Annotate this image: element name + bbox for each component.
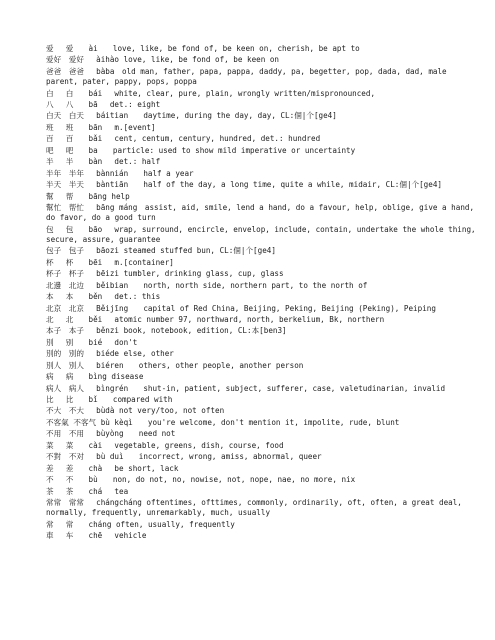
vocabulary-entry: 杯子 杯子 bēizi tumbler, drinking glass, cup, glass xyxy=(46,269,284,279)
vocabulary-entry: 別 别 bié don't xyxy=(46,337,138,347)
vocabulary-entry: 本子 本子 běnzi book, notebook, edition, CL:本[ben3] xyxy=(46,326,287,336)
vocabulary-entry: 包 包 bāo wrap, surround, encircle, envelop, include, contain, undertake the whole thing, secure, assure, guarantee xyxy=(46,224,481,244)
vocabulary-entry: 茶 茶 chá tea xyxy=(46,486,129,496)
vocabulary-entry: 病 病 bìng disease xyxy=(46,372,144,382)
vocabulary-entry: 比 比 bǐ compared with xyxy=(46,395,173,404)
vocabulary-entry: 百 百 bǎi cent, centum, century, hundred, det.: hundred xyxy=(46,134,321,144)
vocabulary-entry: 白天 白天 báitian daytime, during the day, day, CL:個|个[ge4] xyxy=(46,111,337,121)
vocabulary-entry: 幫 帮 bāng help xyxy=(46,191,130,201)
vocabulary-entry: 別人 別人 biéren others, other people, another person xyxy=(46,360,304,370)
vocabulary-entry: 八 八 bā det.: eight xyxy=(46,100,161,109)
vocabulary-entry: 半天 半天 bàntiān half of the day, a long time, quite a while, midair, CL:個|个[ge4] xyxy=(46,180,442,190)
vocabulary-entry: 爱 爱 ài love, like, be fond of, be keen on, cherish, be apt to xyxy=(46,44,360,53)
vocabulary-entry: 北邊 北边 běibian north, north side, northern part, to the north of xyxy=(46,280,368,290)
vocabulary-entry: 不大 不大 bùdà not very/too, not often xyxy=(46,406,225,416)
vocabulary-entry: 不用 不用 bùyòng need not xyxy=(46,429,176,439)
vocabulary-entry: 北 北 běi atomic number 97, northward, north, berkelium, Bk, northern xyxy=(46,314,385,324)
vocabulary-entry: 不對 不对 bù duì incorrect, wrong, amiss, abnormal, queer xyxy=(46,452,322,462)
vocabulary-entry: 不客氣 不客气 bù kèqì you're welcome, don't mention it, impolite, rude, blunt xyxy=(46,417,400,427)
vocabulary-entry: 常常 常常 chángcháng oftentimes, ofttimes, commonly, ordinarily, oft, often, a great deal, normally, frequently, unremarkably, much, usually xyxy=(46,497,467,518)
vocabulary-entry: 差 差 chà be short, lack xyxy=(46,463,179,473)
vocabulary-entry: 車 车 chē vehicle xyxy=(46,531,147,541)
vocabulary-entry: 爸爸 爸爸 bàba old man, father, papa, pappa, daddy, pa, begetter, pop, dada, dad, male parent, pater, pappy, pops, poppa xyxy=(46,66,452,87)
vocabulary-entry: 半 半 bàn det.: half xyxy=(46,157,161,167)
vocabulary-list xyxy=(46,44,481,543)
vocabulary-entry: 白 白 bái white, clear, pure, plain, wrongly written/mispronounced, xyxy=(46,88,376,98)
vocabulary-entry: 病人 病人 bìngrén shut-in, patient, subject, sufferer, case, valetudinarian, invalid xyxy=(46,383,446,393)
vocabulary-entry: 杯 杯 bēi m.[container] xyxy=(46,257,174,267)
vocabulary-entry: 班 班 bān m.[event] xyxy=(46,122,156,132)
vocabulary-entry: 幫忙 帮忙 bāng máng assist, aid, smile, lend a hand, do a favour, help, oblige, give a hand, do favor, do a good turn xyxy=(46,202,479,223)
vocabulary-entry: 北京 北京 Běijīng capital of Red China, Beijing, Peking, Beijing (Peking), Peiping xyxy=(46,303,436,313)
vocabulary-entry: 不 不 bù non, do not, no, nowise, not, nope, nae, no more, nix xyxy=(46,475,356,485)
vocabulary-entry: 菜 菜 cài vegetable, greens, dish, course, food xyxy=(46,440,284,450)
vocabulary-entry: 別的 別的 biéde else, other xyxy=(46,349,174,359)
vocabulary-entry: 本 本 běn det.: this xyxy=(46,292,161,302)
vocabulary-entry: 半年 半年 bànnián half a year xyxy=(46,168,194,178)
vocabulary-entry: 吧 吧 ba particle: used to show mild imperative or uncertainty xyxy=(46,145,356,155)
vocabulary-entry: 包子 包子 bāozi steamed stuffed bun, CL:個|个[ge4] xyxy=(46,246,276,256)
vocabulary-entry: 常 常 cháng often, usually, frequently xyxy=(46,519,235,529)
vocabulary-entry: 爱好 爱好 àihào love, like, be fond of, be keen on xyxy=(46,55,280,65)
